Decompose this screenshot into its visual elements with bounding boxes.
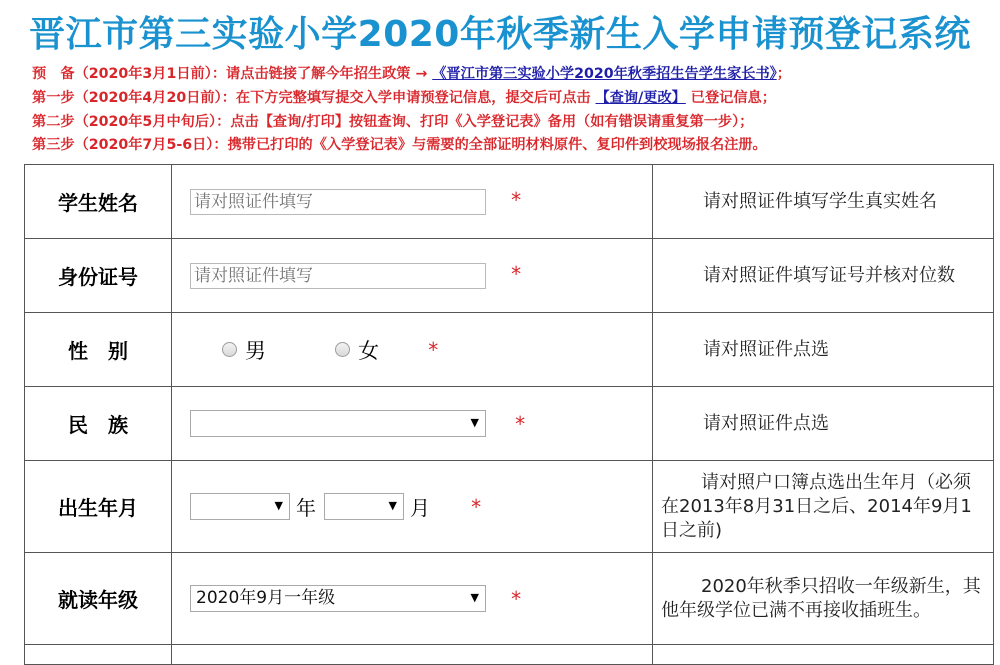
- row-ethnicity: [25, 387, 994, 461]
- page-title: 晋江市第三实验小学2020年秋季新生入学申请预登记系统: [29, 14, 971, 55]
- id-number-input[interactable]: [190, 263, 486, 289]
- birth-date-hint: 请对照户口簿点选出生年月（必须在2013年8月31日之后、2014年9月1日之前): [661, 471, 972, 541]
- birth-month-select[interactable]: [324, 493, 404, 520]
- id-number-hint: 请对照证件填写证号并核对位数: [703, 264, 955, 286]
- row-id-number: [25, 239, 994, 313]
- gender-male-radio[interactable]: [222, 342, 237, 357]
- gender-male-label[interactable]: 男: [245, 338, 266, 363]
- student-name-label: 学生姓名: [25, 165, 172, 239]
- gender-hint: 请对照证件点选: [703, 338, 829, 360]
- required-mark: *: [511, 586, 522, 611]
- required-mark: *: [515, 411, 526, 436]
- grade-select[interactable]: [190, 585, 486, 612]
- ethnicity-label: 民 族: [25, 387, 172, 461]
- note-step2: 第二步（2020年5月中旬后）：点击【查询/打印】按钮查询、打印《入学登记表》备用（如有错误请重复第一步）；: [32, 113, 754, 130]
- row-gender: [25, 313, 994, 387]
- note-prep: [32, 63, 992, 87]
- row-birth-date: [25, 461, 994, 553]
- gender-female-label[interactable]: 女: [358, 338, 380, 363]
- month-unit: 月: [410, 496, 430, 520]
- chevron-down-icon: ▼: [274, 499, 283, 512]
- required-mark: *: [428, 337, 439, 362]
- note-prep-tail: ；: [776, 66, 791, 82]
- year-unit: 年: [296, 496, 316, 520]
- grade-label: 就读年级: [25, 553, 172, 645]
- ethnicity-hint: 请对照证件点选: [703, 412, 829, 434]
- note-step3: 第三步（2020年7月5-6日）：携带已打印的《入学登记表》与需要的全部证明材料原件、复印件到校现场报名注册。: [32, 137, 767, 154]
- registration-form: [24, 164, 994, 665]
- required-mark: *: [511, 262, 522, 286]
- policy-link[interactable]: 《晋江市第三实验小学2020年秋季招生告学生家长书》: [432, 66, 777, 82]
- id-number-label: 身份证号: [25, 239, 172, 313]
- student-name-hint: 请对照证件填写学生真实姓名: [703, 190, 937, 212]
- instructions: [32, 63, 992, 158]
- ethnicity-select[interactable]: [190, 410, 486, 437]
- note-prep-text: 预 备（2020年3月1日前）：请点击链接了解今年招生政策 →: [32, 66, 433, 82]
- required-mark: *: [511, 188, 522, 212]
- row-grade: [25, 553, 994, 645]
- gender-female-radio[interactable]: [335, 342, 350, 357]
- student-name-input[interactable]: [190, 189, 486, 215]
- query-edit-link[interactable]: 【查询/更改】: [595, 89, 686, 106]
- gender-label: 性 别: [25, 313, 172, 387]
- note-step1-tail: 已登记信息；: [685, 89, 776, 106]
- note-step1: [32, 87, 992, 111]
- grade-value: 2020年9月一年级: [196, 588, 336, 608]
- required-mark: *: [471, 494, 482, 519]
- chevron-down-icon: ▼: [470, 416, 479, 429]
- birth-date-label: 出生年月: [25, 461, 172, 553]
- row-next: [25, 645, 994, 665]
- note-step1-text: 第一步（2020年4月20日前）：在下方完整填写提交入学申请预登记信息，提交后可点击: [32, 89, 596, 106]
- chevron-down-icon: ▼: [470, 591, 479, 604]
- row-student-name: [25, 165, 994, 239]
- grade-hint: 2020年秋季只招收一年级新生，其他年级学位已满不再接收插班生。: [661, 575, 981, 621]
- chevron-down-icon: ▼: [388, 499, 397, 512]
- birth-year-select[interactable]: [190, 493, 290, 520]
